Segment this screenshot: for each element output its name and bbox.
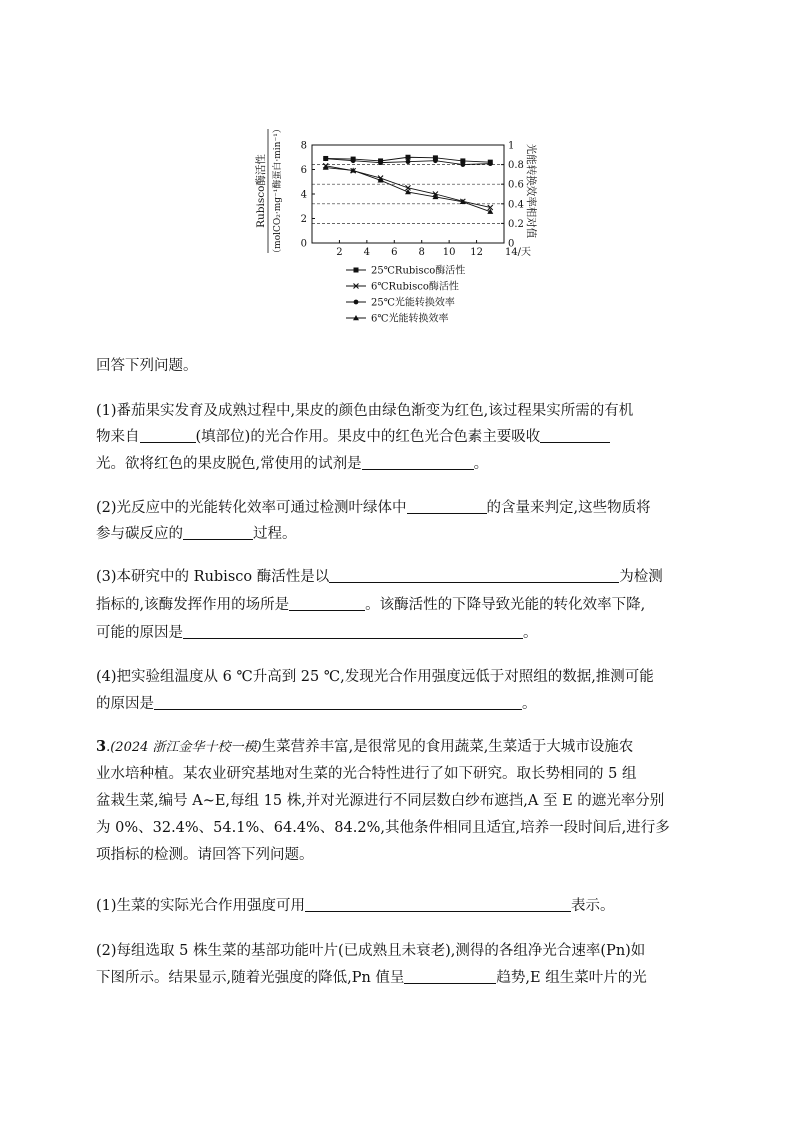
legend-label: 25℃Rubisco酶活性 xyxy=(371,265,466,277)
data-point xyxy=(406,159,411,164)
x-tick-label: 12 xyxy=(470,247,483,258)
data-point xyxy=(460,162,465,167)
answer-blank[interactable] xyxy=(362,453,474,470)
q1-line2: 物来自 (填部位)的光合作用。果皮中的红色光合色素主要吸收 xyxy=(96,423,696,451)
chart xyxy=(250,100,540,330)
q3-line2: 指标的,该酶发挥作用的场所是 。该酶活性的下降导致光能的转化效率下降, xyxy=(96,591,696,619)
y-axis-label-left: Rubisco酶活性 xyxy=(255,154,267,228)
answer-blank[interactable] xyxy=(183,523,253,540)
answer-blank[interactable] xyxy=(154,693,522,710)
y-tick-label-left: 6 xyxy=(300,165,307,176)
y-tick-label-left: 8 xyxy=(300,140,307,152)
data-point xyxy=(351,158,356,163)
answer-blank[interactable] xyxy=(404,967,496,984)
answer-blank[interactable] xyxy=(183,622,523,639)
answer-blank[interactable] xyxy=(140,426,196,443)
q4-line1: (4)把实验组温度从 6 ℃升高到 25 ℃,发现光合作用强度远低于对照组的数据,推测可能 xyxy=(96,669,654,685)
p3-q2-line2: 下图所示。结果显示,随着光强度的降低,Pn 值呈 趋势,E 组生菜叶片的光 xyxy=(96,964,696,992)
q1-line1: (1)番茄果实发育及成熟过程中,果皮的颜色由绿色渐变为红色,该过程果实所需的有机 xyxy=(96,403,634,419)
legend-label: 6℃光能转换效率 xyxy=(371,313,449,325)
legend-label: 6℃Rubisco酶活性 xyxy=(371,281,459,293)
q2-line2: 参与碳反应的 过程。 xyxy=(96,520,696,548)
x-tick-label: 8 xyxy=(418,247,425,258)
y-tick-label-right: 0.6 xyxy=(508,179,524,191)
q4-line2: 的原因是 。 xyxy=(96,690,696,718)
data-point xyxy=(323,156,328,161)
y-tick-label-right: 1 xyxy=(508,140,515,152)
data-point xyxy=(433,158,438,163)
y-tick-label-left: 4 xyxy=(300,189,307,201)
intro-line: 回答下列问题。 xyxy=(96,358,198,374)
y-tick-label-right: 0 xyxy=(508,238,515,250)
p3-line2: 业水培种植。某农业研究基地对生菜的光合特性进行了如下研究。取长势相同的 5 组 xyxy=(96,766,637,782)
p3-line1: 3.(2024 浙江金华十校一模)生菜营养丰富,是很常见的食用蔬菜,生菜适于大城市设施农 xyxy=(96,738,634,755)
answer-blank[interactable] xyxy=(305,895,571,912)
y-axis-label-right: 光能转换效率相对值 xyxy=(525,143,537,239)
p3-line4: 为 0%、32.4%、54.1%、64.4%、84.2%,其他条件相同且适宜,培养一段时间后,进行多 xyxy=(96,820,670,836)
answer-blank[interactable] xyxy=(407,497,487,514)
p3-q1-line: (1)生菜的实际光合作用强度可用 表示。 xyxy=(96,892,696,920)
q1-line3: 光。欲将红色的果皮脱色,常使用的试剂是 。 xyxy=(96,450,696,478)
x-end-label: 14/天 xyxy=(504,247,532,258)
x-tick-label: 2 xyxy=(336,247,343,258)
data-point xyxy=(406,155,411,160)
series-line-1 xyxy=(326,166,491,208)
y-tick-label-left: 2 xyxy=(300,214,307,225)
y-tick-label-right: 0.4 xyxy=(508,199,524,211)
y-tick-label-right: 0.2 xyxy=(508,218,524,230)
y-tick-label-left: 0 xyxy=(300,238,307,250)
answer-blank[interactable] xyxy=(289,594,365,611)
q3-line1: (3)本研究中的 Rubisco 酶活性是以 为检测 xyxy=(96,563,696,591)
answer-blank[interactable] xyxy=(540,426,610,443)
p3-q2-line1: (2)每组选取 5 株生菜的基部功能叶片(已成熟且未衰老),测得的各组净光合速率(Pn)如 xyxy=(96,943,646,959)
p3-line3: 盆栽生菜,编号 A~E,每组 15 株,并对光源进行不同层数白纱布遮挡,A 至 E 的遮光率分别 xyxy=(96,793,665,809)
q3-line3: 可能的原因是 。 xyxy=(96,619,696,647)
data-point xyxy=(488,161,493,166)
line-chart xyxy=(250,100,540,330)
y-tick-label-right: 0.8 xyxy=(508,160,524,172)
data-point xyxy=(378,160,383,165)
legend-marker xyxy=(354,268,359,273)
x-tick-label: 6 xyxy=(391,247,398,258)
q2-line1: (2)光反应中的光能转化效率可通过检测叶绿体中 的含量来判定,这些物质将 xyxy=(96,494,696,522)
legend-label: 25℃光能转换效率 xyxy=(371,297,455,309)
legend-marker xyxy=(354,300,359,305)
x-tick-label: 10 xyxy=(442,247,456,258)
data-point xyxy=(323,165,329,170)
x-tick-label: 4 xyxy=(363,247,371,258)
y-axis-label-left-unit: （molCO₂·mg⁻¹酶蛋白·min⁻¹） xyxy=(273,124,283,258)
answer-blank[interactable] xyxy=(329,566,619,583)
p3-line5: 项指标的检测。请回答下列问题。 xyxy=(96,847,314,863)
